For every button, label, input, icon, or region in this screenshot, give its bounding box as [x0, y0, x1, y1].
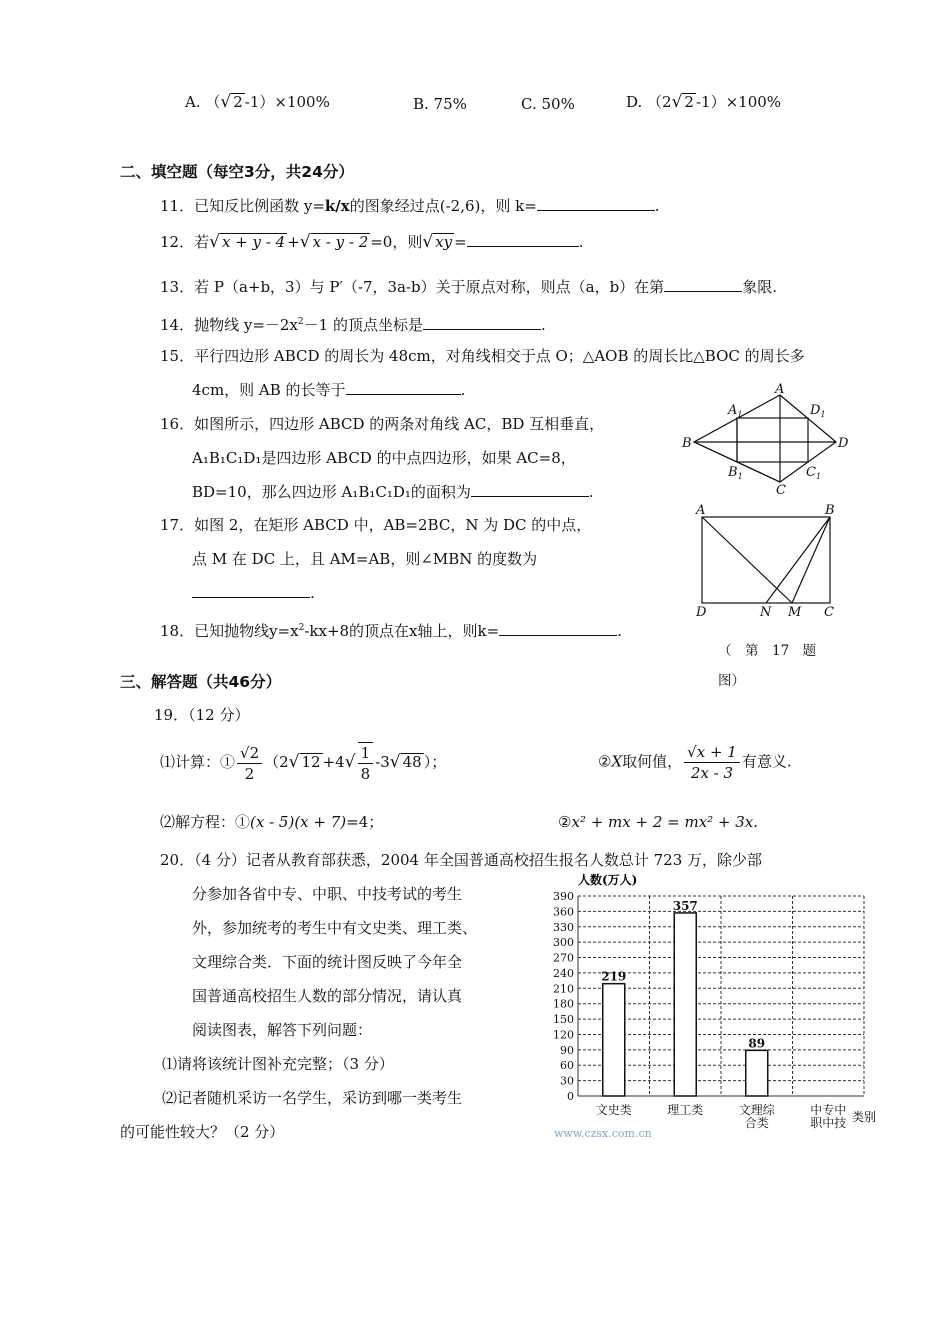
chart-bar-3 — [746, 1050, 768, 1096]
chart-bars — [601, 899, 768, 1096]
chart-y-tick-label: 0 — [567, 1090, 574, 1103]
chart-x-axis-label: 类别 — [852, 1110, 877, 1124]
question-13: 13．若 P（a+b，3）与 P′（-7，3a-b）关于原点对称，则点（a，b）在第 象限. — [160, 278, 777, 296]
question-20-line4: 文理综合类．下面的统计图反映了今年全 — [192, 953, 463, 971]
chart-y-tick-label: 30 — [560, 1074, 574, 1088]
question-16-line1: 16．如图所示，四边形 ABCD 的两条对角线 AC，BD 互相垂直， — [160, 415, 605, 433]
chart-x-tick-label: 理工类 — [667, 1103, 704, 1117]
question-19-1: ⑴计算：① $\frac{√2}{2}$ （2√ 12 +4√ $\frac{1}{8}$ -3√ 48 ）； — [160, 743, 447, 783]
question-17-line2: 点 M 在 DC 上，且 AM=AB，则∠MBN 的度数为 — [192, 550, 538, 568]
fig17-caption-1: （ 第 17 题 — [718, 643, 817, 659]
choice-a: A. （√ 2 -1）×100% — [185, 92, 330, 112]
chart-bar-1 — [603, 984, 625, 1096]
question-20-line1: 20．（4 分）记者从教育部获悉，2004 年全国普通高校招生报名人数总计 723 万，除少部 — [160, 851, 763, 869]
fig17-label-A: A — [696, 503, 706, 518]
chart-x-tick-label: 合类 — [744, 1116, 769, 1130]
fig17-label-C: C — [824, 605, 834, 620]
question-19-head: 19．（12 分） — [154, 706, 250, 724]
fig16-label-B: B — [682, 436, 692, 451]
chart-y-tick-label: 150 — [553, 1013, 574, 1027]
chart-x-tick-label: 文史类 — [595, 1103, 632, 1117]
fig16-midpoint-rect — [737, 418, 808, 462]
chart-y-tick-label: 90 — [560, 1043, 574, 1057]
fig16-label-A: A — [775, 382, 785, 397]
question-20-line2: 分参加各省中专、中职、中技考试的考生 — [192, 885, 463, 903]
chart-y-tick-label: 60 — [560, 1059, 574, 1073]
question-19-3: ⑵解方程：①(x - 5)(x + 7)=4； — [160, 813, 384, 831]
chart-bar-2 — [674, 913, 696, 1096]
chart-data-label: 357 — [672, 898, 698, 913]
chart-y-tick-label: 270 — [553, 951, 574, 965]
fig16-label-D1: $D_1$ — [810, 403, 826, 419]
fig16-label-D: D — [838, 436, 849, 451]
question-15-line1: 15．平行四边形 ABCD 的周长为 48cm，对角线相交于点 O；△AOB 的周长比△BOC 的周长多 — [160, 347, 805, 365]
section2-title: 二、填空题（每空3分，共24分） — [120, 163, 354, 181]
question-19-2: ②X取何值， $\frac{√x + 1}{2x - 3}$ 有意义. — [598, 743, 792, 782]
fig17-label-B: B — [825, 503, 835, 518]
fig17-label-M: M — [788, 605, 802, 620]
chart-y-axis-label: 人数(万人) — [578, 873, 638, 887]
fig16-label-C1: $C_1$ — [806, 465, 822, 481]
question-15-line2: 4cm，则 AB 的长等于 . — [192, 381, 466, 399]
question-18: 18．已知抛物线$y=x^2-kx+8$的顶点在x轴上，则k= . — [160, 622, 622, 640]
chart-x-tick-label: 职中技 — [810, 1116, 847, 1130]
fig16-label-A1: $A_1$ — [728, 403, 743, 419]
chart-x-tick-label: 中专中 — [810, 1103, 847, 1117]
fig17-caption-2: 图） — [718, 673, 745, 689]
question-20-line6: 阅读图表，解答下列问题： — [192, 1021, 373, 1039]
chart-y-tick-label: 360 — [553, 905, 574, 919]
fig16-label-C: C — [776, 483, 786, 496]
chart-y-tick-label: 330 — [553, 920, 574, 934]
question-16-line2: A₁B₁C₁D₁是四边形 ABCD 的中点四边形，如果 AC=8， — [192, 449, 576, 467]
chart-watermark: www.czsx.com.cn — [554, 1127, 652, 1140]
choice-d: D. （2√ 2 -1）×100% — [626, 92, 782, 112]
question-20-line3: 外，参加统考的考生中有文史类、理工类、 — [192, 919, 478, 937]
chart-y-ticks — [553, 890, 574, 1103]
choice-c: C. 50% — [521, 95, 575, 113]
chart-data-label: 219 — [601, 969, 627, 984]
question-17-line1: 17．如图 2，在矩形 ABCD 中，AB=2BC，N 为 DC 的中点， — [160, 516, 592, 534]
figure-17 — [690, 502, 850, 620]
chart-y-tick-label: 210 — [553, 982, 574, 996]
chart-x-ticks — [596, 1102, 847, 1130]
question-19-4: ②x² + mx + 2 = mx² + 3x. — [558, 813, 759, 831]
figure-16 — [672, 378, 852, 496]
bar-chart — [548, 868, 888, 1143]
chart-y-tick-label: 300 — [553, 936, 574, 950]
chart-y-tick-label: 180 — [553, 997, 574, 1011]
question-11: 11．已知反比例函数 y=k/x的图象经过点(-2,6)，则 k= . — [160, 197, 660, 215]
question-17-line3: . — [192, 583, 315, 603]
question-20-line5: 国普通高校招生人数的部分情况，请认真 — [192, 987, 463, 1005]
question-20-sub2-line2: 的可能性较大？（2 分） — [120, 1123, 285, 1141]
fig17-label-D: D — [696, 605, 707, 620]
fig17-label-N: N — [760, 605, 772, 620]
question-20-sub2-line1: ⑵记者随机采访一名学生，采访到哪一类考生 — [162, 1089, 463, 1107]
question-12: 12．若√ x + y - 4 +√ x - y - 2 =0，则√ xy = . — [160, 232, 584, 252]
chart-data-label: 89 — [748, 1036, 766, 1051]
chart-y-tick-label: 120 — [553, 1028, 574, 1042]
choice-b: B. 75% — [413, 95, 467, 113]
chart-y-tick-label: 390 — [553, 890, 574, 903]
question-16-line3: BD=10，那么四边形 A₁B₁C₁D₁的面积为 . — [192, 483, 594, 501]
question-14: 14．抛物线 $y=-2x^2-1$ 的顶点坐标是 . — [160, 316, 546, 334]
fig16-label-B1: $B_1$ — [728, 465, 743, 481]
chart-y-tick-label: 240 — [553, 966, 574, 980]
question-20-sub1: ⑴请将该统计图补充完整；（3 分） — [162, 1055, 394, 1073]
chart-x-tick-label: 文理综 — [738, 1103, 775, 1117]
section3-title: 三、解答题（共46分） — [120, 673, 282, 691]
